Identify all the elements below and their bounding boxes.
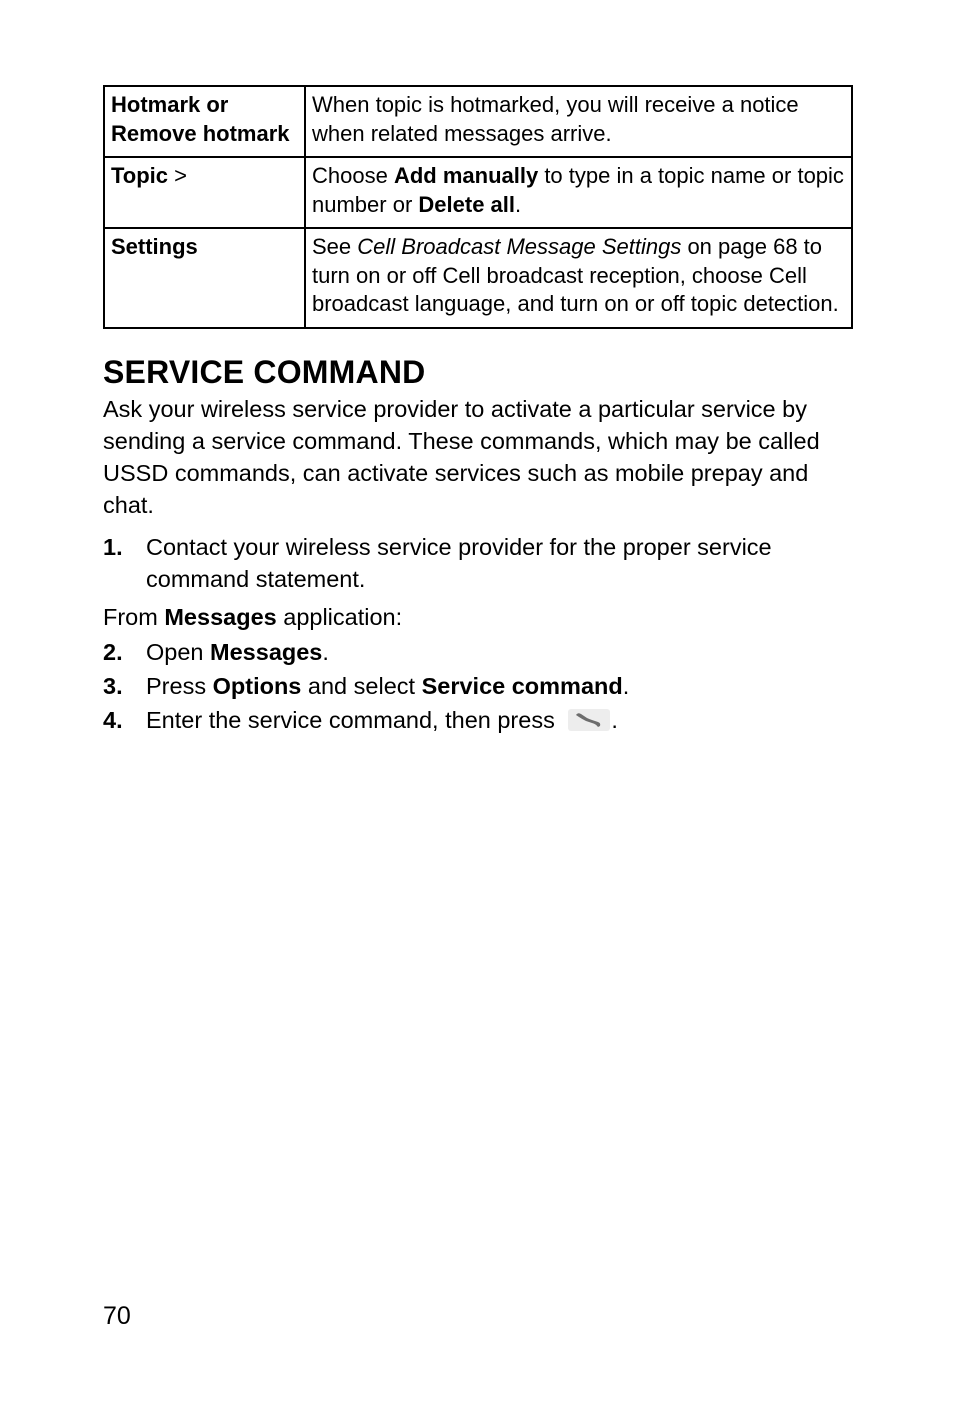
cross-reference: Cell Broadcast Message Settings [357, 234, 682, 259]
step-number: 4. [103, 706, 123, 733]
section-heading: SERVICE COMMAND [103, 353, 426, 390]
step-text: Enter the service command, then press [146, 706, 562, 733]
step-4 [103, 704, 851, 736]
option-name [104, 86, 305, 157]
menu-term: Add manually [393, 163, 539, 188]
menu-term: Messages [210, 638, 323, 665]
option-label: Settings [111, 234, 198, 259]
description-text: on page 68 to turn on or off Cell broadcast reception, choose Cell broadcast language, and turn on or off topic detection. [312, 234, 839, 316]
description-text: Choose [312, 163, 394, 188]
option-name [104, 228, 305, 328]
step-number: 2. [103, 638, 123, 665]
table-row [104, 86, 852, 157]
table-row [104, 157, 852, 228]
step-text: . [322, 638, 329, 665]
option-name [104, 157, 305, 228]
page-content [103, 85, 851, 736]
page-number: 70 [103, 1302, 131, 1330]
description-text: . [515, 191, 522, 217]
step-text: Open [146, 638, 211, 665]
step-text: Contact your wireless service provider for the proper service command statement. [146, 533, 772, 592]
intro-paragraph: Ask your wireless service provider to activate a particular service by sending a service command. These commands, which may be called USSD commands, can activate services such as mobile prepay and chat. [103, 395, 820, 518]
from-line [103, 601, 851, 633]
step-text: . [611, 706, 618, 733]
menu-term: Service command [421, 672, 623, 699]
from-text: application: [276, 603, 403, 630]
step-text: Press [146, 672, 213, 699]
from-text: From [103, 603, 165, 630]
submenu-indicator: > [168, 163, 187, 188]
step-number: 3. [103, 672, 123, 699]
option-label: Topic [111, 163, 169, 188]
step-1 [103, 531, 851, 595]
option-label: Hotmark or Remove hotmark [111, 92, 290, 146]
table-row [104, 228, 852, 328]
option-description [305, 228, 852, 328]
option-description [305, 157, 852, 228]
description-text: See [312, 234, 358, 259]
options-table [103, 85, 853, 329]
menu-term: Options [212, 672, 302, 699]
send-key-icon [567, 708, 611, 732]
step-text: and select [301, 672, 422, 699]
description-text: When topic is hotmarked, you will receive a notice when related messages arrive. [312, 92, 799, 146]
description-text: to type in a topic name or topic number or [312, 163, 844, 217]
menu-term: Delete all [418, 191, 515, 217]
step-3 [103, 670, 851, 702]
app-name: Messages [164, 603, 277, 630]
step-text: . [622, 672, 630, 699]
option-description [305, 86, 852, 157]
step-number: 1. [103, 533, 123, 560]
step-2 [103, 636, 851, 668]
